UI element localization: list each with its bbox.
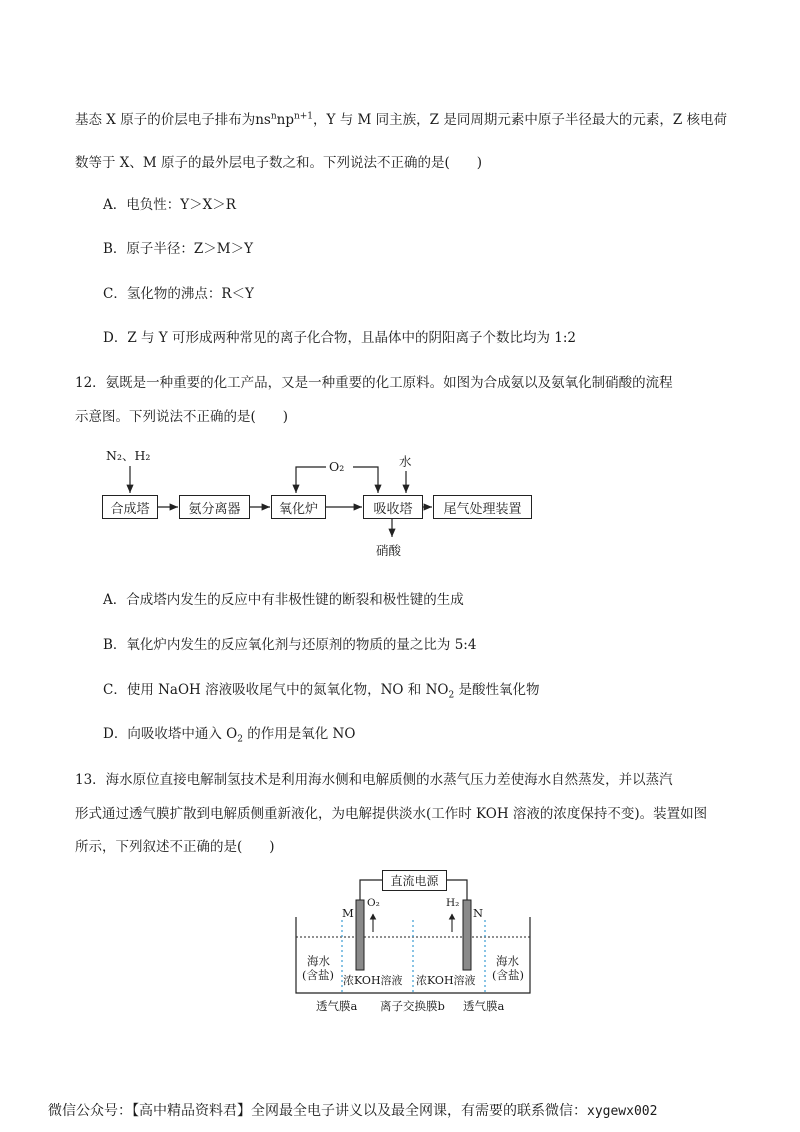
q11-option-b: B．原子半径：Z＞M＞Y xyxy=(103,241,254,257)
label-electrode-m: M xyxy=(342,906,354,920)
q11-stem-line1: 基态 X 原子的价层电子排布为$ns^nnp^{n+1}$，Y 与 M 同主族，Z 是同周期元素中原子半径最大的元素，Z 核电荷 xyxy=(75,111,727,128)
q12-water-label: 水 xyxy=(399,454,412,469)
box-oxidation-furnace: 氧化炉 xyxy=(271,495,326,519)
q12-option-c: C．使用 NaOH 溶液吸收尾气中的氮氧化物，NO 和 $NO_2$ 是酸性氧化物 xyxy=(103,682,540,701)
electrode-n xyxy=(463,900,471,970)
label-koh-right: 浓KOH溶液 xyxy=(416,974,476,987)
label-ion-exchange-membrane: 离子交换膜b xyxy=(380,999,445,1013)
q12-input-label: N₂、H₂ xyxy=(106,448,151,463)
label-electrode-n: N xyxy=(473,906,484,920)
q11-option-a: A．电负性：Y＞X＞R xyxy=(103,197,236,213)
electrode-m xyxy=(356,900,364,970)
box-synthesis-tower: 合成塔 xyxy=(102,495,158,519)
box-ammonia-separator: 氨分离器 xyxy=(179,495,250,519)
q11-option-c: C．氢化物的沸点：R＜Y xyxy=(103,286,254,302)
page-footer: 微信公众号：【高中精品资料君】全网最全电子讲义以及最全网课，有需要的联系微信：xygewx002 xyxy=(48,1103,658,1119)
q12-option-b: B．氧化炉内发生的反应氧化剂与还原剂的物质的量之比为 5:4 xyxy=(103,637,477,653)
label-seawater-left-salt: (含盐) xyxy=(302,968,334,982)
q13-stem-line3: 所示，下列叙述不正确的是( ) xyxy=(75,839,275,855)
box-absorption-tower: 吸收塔 xyxy=(363,495,423,519)
q12-o2-label: O₂ xyxy=(329,459,345,474)
label-seawater-right-salt: (含盐) xyxy=(492,968,524,982)
q13-stem-line2: 形式通过透气膜扩散到电解质侧重新液化，为电解提供淡水(工作时 KOH 溶液的浓度保持不变)。装置如图 xyxy=(75,806,708,822)
box-tail-gas-treatment: 尾气处理装置 xyxy=(433,495,532,519)
q12-stem-line1: 12．氨既是一种重要的化工产品，又是一种重要的化工原料。如图为合成氨以及氨氧化制硝酸的流程 xyxy=(75,375,673,391)
label-gas-membrane-left: 透气膜a xyxy=(316,999,358,1013)
dc-power-supply: 直流电源 xyxy=(382,870,447,891)
q12-option-d: D．向吸收塔中通入 $O_2$ 的作用是氧化 NO xyxy=(103,726,356,745)
q11-stem-line2: 数等于 X、M 原子的最外层电子数之和。下列说法不正确的是( ) xyxy=(75,155,483,171)
wechat-id: xygewx002 xyxy=(587,1104,658,1119)
q12-stem-line2: 示意图。下列说法不正确的是( ) xyxy=(75,409,289,425)
label-h2: H₂ xyxy=(446,897,460,909)
q13-stem-line1: 13．海水原位直接电解制氢技术是利用海水侧和电解质侧的水蒸气压力差使海水自然蒸发，并以蒸汽 xyxy=(75,772,673,788)
label-gas-membrane-right: 透气膜a xyxy=(463,999,505,1013)
q12-option-a: A．合成塔内发生的反应中有非极性键的断裂和极性键的生成 xyxy=(103,592,464,608)
label-koh-left: 浓KOH溶液 xyxy=(343,974,403,987)
label-seawater-left: 海水 xyxy=(307,954,330,968)
label-o2: O₂ xyxy=(367,897,380,909)
q11-option-d: D．Z 与 Y 可形成两种常见的离子化合物，且晶体中的阴阳离子个数比均为 1:2 xyxy=(103,330,577,346)
label-seawater-right: 海水 xyxy=(496,954,519,968)
q12-nitric-acid-label: 硝酸 xyxy=(376,543,402,558)
